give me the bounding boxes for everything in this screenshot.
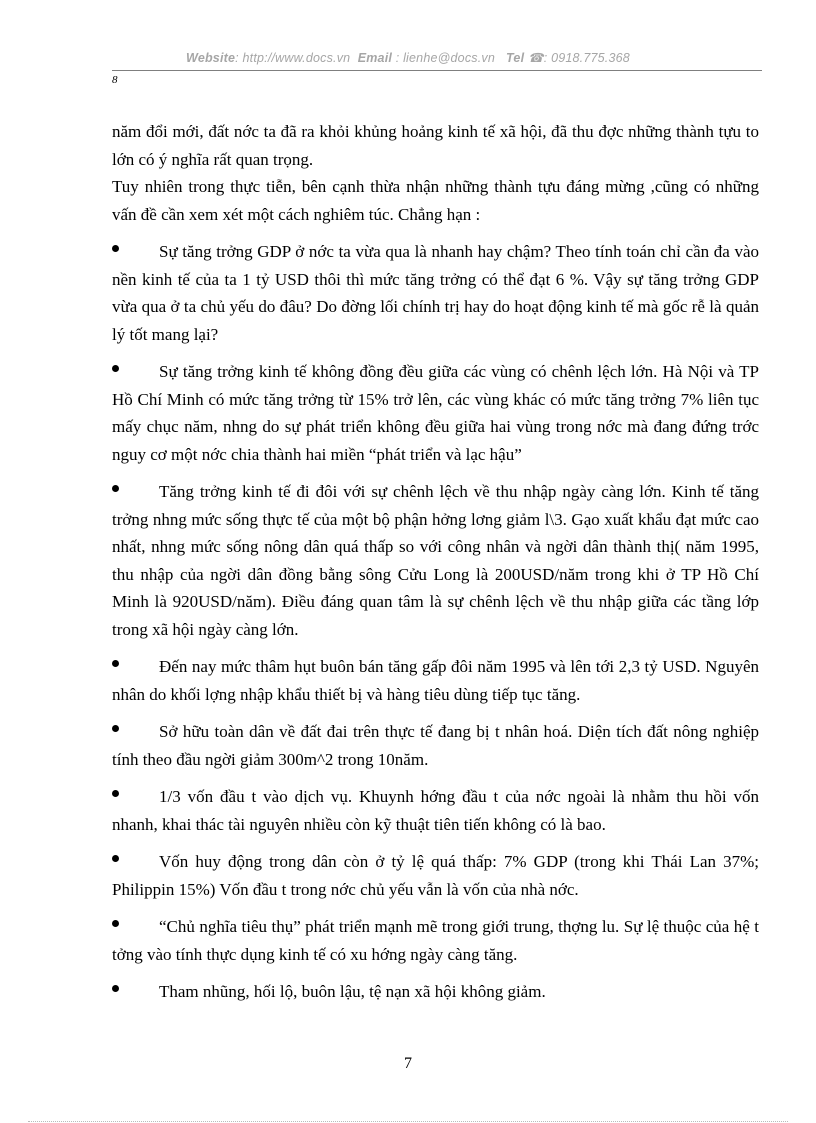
page-header xyxy=(0,50,816,65)
email-label: Email xyxy=(357,51,393,65)
bullet-item xyxy=(112,978,759,1006)
bullet-text: Đến nay mức thâm hụt buôn bán tăng gấp đôi năm 1995 và lên tới 2,3 tỷ USD. Nguyên nhân do khối lợng nhập khẩu thiết bị và hàng tiêu dùng tiếp tục tăng. xyxy=(112,657,759,704)
document-body xyxy=(112,118,759,1006)
bullet-text: Sự tăng trởng kinh tế không đồng đều giữa các vùng có chênh lệch lớn. Hà Nội và TP Hồ Chí Minh có mức tăng trởng từ 15% trở lên, các vùng khác có mức tăng trởng 7% liên tục mấy chục năm, nhng do sự phát triển không đều giữa hai vùng trong nớc mà đang đứng trớc nguy cơ một nớc chia thành hai miền “phát triển và lạc hậu” xyxy=(112,362,759,464)
page-number: 7 xyxy=(404,1055,412,1072)
bullet-icon xyxy=(112,725,119,732)
bullet-text: Sở hữu toàn dân về đất đai trên thực tế đang bị t nhân hoá. Diện tích đất nông nghiệp tính theo đầu ngời giảm 300m^2 trong 10năm. xyxy=(112,722,759,769)
bullet-item xyxy=(112,718,759,773)
paragraph-1: năm đổi mới, đất nớc ta đã ra khỏi khủng hoảng kinh tế xã hội, đã thu đợc những thành tựu to lớn có ý nghĩa rất quan trọng. xyxy=(112,122,759,169)
bullet-text: Vốn huy động trong dân còn ở tỷ lệ quá thấp: 7% GDP (trong khi Thái Lan 37%; Philippin 15%) Vốn đầu t trong nớc chủ yếu vẫn là vốn của nhà nớc. xyxy=(112,852,759,899)
bullet-item xyxy=(112,913,759,968)
tel-label: Tel xyxy=(506,51,525,65)
bullet-item xyxy=(112,238,759,348)
bullet-icon xyxy=(112,660,119,667)
bullet-icon xyxy=(112,920,119,927)
footer-divider xyxy=(28,1121,788,1122)
bullet-icon xyxy=(112,985,119,992)
bullet-text: Tham nhũng, hối lộ, buôn lậu, tệ nạn xã hội không giảm. xyxy=(159,982,546,1001)
header-divider xyxy=(112,70,762,71)
tel-value: : 0918.775.368 xyxy=(543,51,630,65)
bullet-icon xyxy=(112,365,119,372)
paragraph-2: Tuy nhiên trong thực tiễn, bên cạnh thừa nhận những thành tựu đáng mừng ,cũng có những vấn đề cần xem xét một cách nghiêm túc. Chẳng hạn : xyxy=(112,177,759,224)
bullet-item xyxy=(112,848,759,903)
bullet-icon xyxy=(112,485,119,492)
website-label: Website xyxy=(186,51,236,65)
bullet-icon xyxy=(112,245,119,252)
corner-mark: 8 xyxy=(112,74,118,86)
bullet-item xyxy=(112,653,759,708)
bullet-text: “Chủ nghĩa tiêu thụ” phát triển mạnh mẽ trong giới trung, thợng lu. Sự lệ thuộc của hệ t tởng vào tính thực dụng kinh tế có xu hớng ngày càng tăng. xyxy=(112,917,759,964)
bullet-item xyxy=(112,783,759,838)
bullet-text: Tăng trởng kinh tế đi đôi với sự chênh lệch về thu nhập ngày càng lớn. Kinh tế tăng trởng nhng mức sống thực tế của một bộ phận hởng lơng giảm l\3. Gạo xuất khẩu đạt mức cao nhất, nhng mức sống nông dân quá thấp so với công nhân và ngời dân thành thị( năm 1995, thu nhập của ngời dân đồng bằng sông Cửu Long là 200USD/năm trong khi ở TP Hồ Chí Minh là 920USD/năm). Điều đáng quan tâm là sự chênh lệch về thu nhập giữa các tầng lớp trong xã hội ngày càng lớn. xyxy=(112,482,759,639)
phone-icon: ☎ xyxy=(527,51,544,65)
bullet-item xyxy=(112,478,759,643)
bullet-icon xyxy=(112,855,119,862)
bullet-text: 1/3 vốn đầu t vào dịch vụ. Khuynh hớng đầu t của nớc ngoài là nhằm thu hồi vốn nhanh, khai thác tài nguyên nhiều còn kỹ thuật tiên tiến không có là bao. xyxy=(112,787,759,834)
bullet-icon xyxy=(112,790,119,797)
email-link[interactable]: : lienhe@docs.vn xyxy=(395,51,496,65)
bullet-text: Sự tăng trởng GDP ở nớc ta vừa qua là nhanh hay chậm? Theo tính toán chỉ cần đa vào nền kinh tế của ta 1 tỷ USD thôi thì mức tăng trởng có thể đạt 6 %. Vậy sự tăng trởng GDP vừa qua ở ta chủ yếu do đâu? Do đờng lối chính trị hay do hoạt động kinh tế mà gốc rễ là quản lý tốt mang lại? xyxy=(112,242,759,344)
bullet-item xyxy=(112,358,759,468)
website-link[interactable]: : http://www.docs.vn xyxy=(235,51,351,65)
